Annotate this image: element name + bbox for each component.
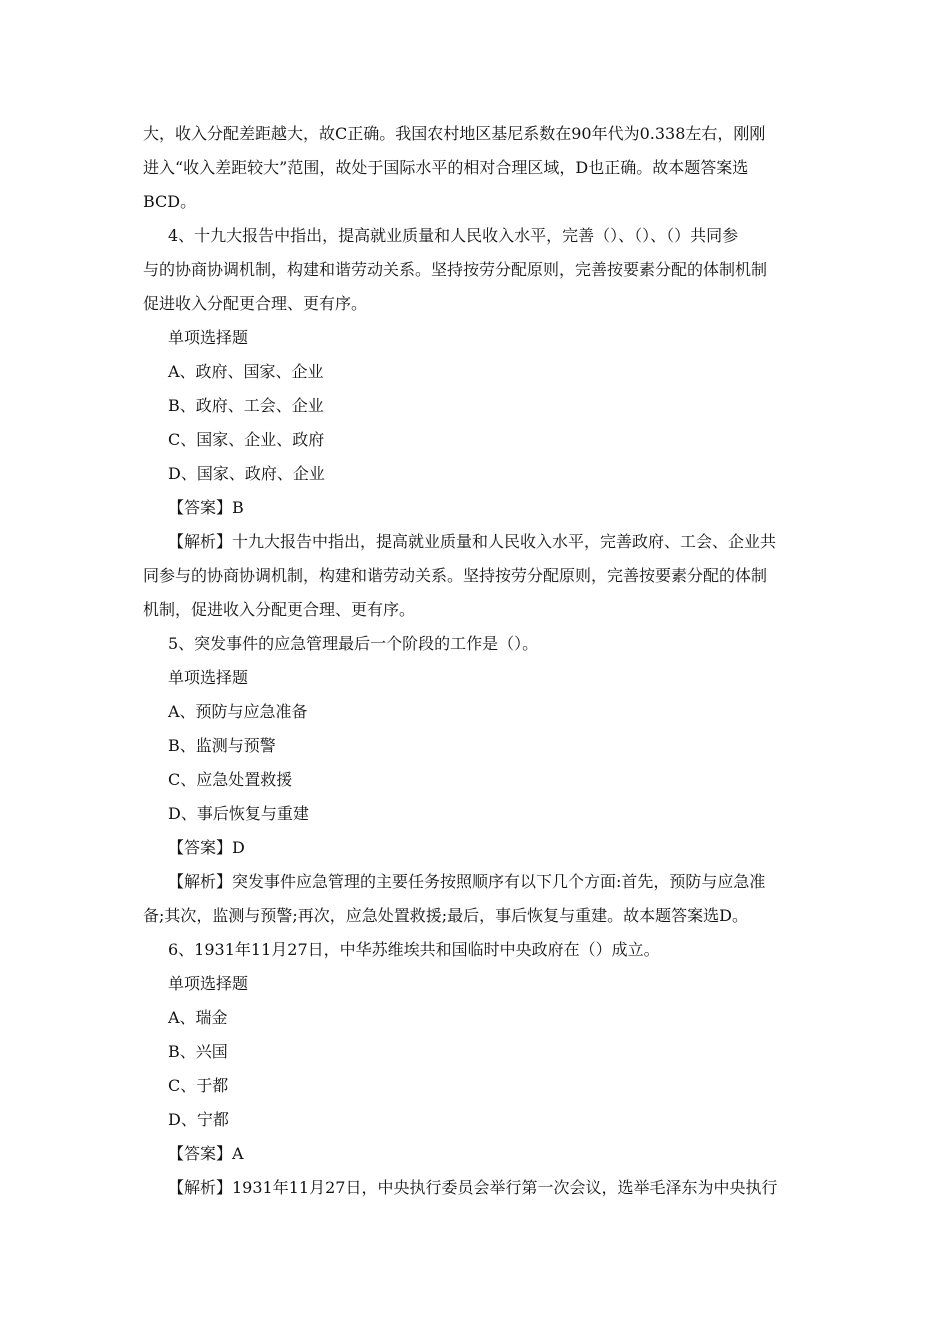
text-line: B、兴国 (168, 1042, 228, 1061)
text-line: 大，收入分配差距越大，故C正确。我国农村地区基尼系数在90年代为0.338左右，刚刚 (143, 124, 766, 143)
text-line: C、国家、企业、政府 (168, 430, 325, 449)
text-line: 4、十九大报告中指出，提高就业质量和人民收入水平，完善（）、（）、（）共同参 (168, 226, 739, 245)
text-line: BCD。 (143, 192, 197, 211)
text-line: 【解析】1931年11月27日，中央执行委员会举行第一次会议，选举毛泽东为中央执行 (168, 1178, 778, 1197)
paragraph (143, 355, 808, 389)
paragraph (143, 1001, 808, 1035)
document-body (143, 117, 808, 1205)
text-line: A、预防与应急准备 (168, 702, 308, 721)
text-line: B、监测与预警 (168, 736, 276, 755)
paragraph (143, 1171, 808, 1205)
paragraph (143, 491, 808, 525)
text-line: D、事后恢复与重建 (168, 804, 309, 823)
text-line: 【答案】B (168, 498, 244, 517)
paragraph (143, 729, 808, 763)
text-line: 机制，促进收入分配更合理、更有序。 (143, 600, 416, 619)
paragraph (143, 321, 808, 355)
paragraph (143, 1137, 808, 1171)
paragraph (143, 661, 808, 695)
paragraph (143, 117, 808, 219)
text-line: 5、突发事件的应急管理最后一个阶段的工作是（）。 (168, 634, 539, 653)
paragraph (143, 219, 808, 321)
text-line: 单项选择题 (168, 974, 249, 993)
text-line: 【答案】A (168, 1144, 244, 1163)
paragraph (143, 933, 808, 967)
text-line: B、政府、工会、企业 (168, 396, 324, 415)
paragraph (143, 865, 808, 933)
text-line: C、于都 (168, 1076, 229, 1095)
paragraph (143, 389, 808, 423)
paragraph (143, 457, 808, 491)
text-line: D、宁都 (168, 1110, 229, 1129)
text-line: 与的协商协调机制，构建和谐劳动关系。坚持按劳分配原则，完善按要素分配的体制机制 (143, 260, 768, 279)
paragraph (143, 1035, 808, 1069)
paragraph (143, 423, 808, 457)
text-line: 同参与的协商协调机制，构建和谐劳动关系。坚持按劳分配原则，完善按要素分配的体制 (143, 566, 768, 585)
paragraph (143, 797, 808, 831)
paragraph (143, 525, 808, 627)
text-line: A、政府、国家、企业 (168, 362, 324, 381)
paragraph (143, 1069, 808, 1103)
text-line: 【解析】突发事件应急管理的主要任务按照顺序有以下几个方面:首先，预防与应急准 (168, 872, 766, 891)
text-line: 备;其次，监测与预警;再次，应急处置救援;最后，事后恢复与重建。故本题答案选D。 (143, 906, 749, 925)
text-line: 单项选择题 (168, 328, 249, 347)
text-line: D、国家、政府、企业 (168, 464, 325, 483)
text-line: 促进收入分配更合理、更有序。 (143, 294, 368, 313)
paragraph (143, 1103, 808, 1137)
paragraph (143, 967, 808, 1001)
paragraph (143, 627, 808, 661)
paragraph (143, 763, 808, 797)
text-line: 单项选择题 (168, 668, 249, 687)
paragraph (143, 695, 808, 729)
text-line: 【解析】十九大报告中指出，提高就业质量和人民收入水平，完善政府、工会、企业共 (168, 532, 777, 551)
text-line: 6、1931年11月27日，中华苏维埃共和国临时中央政府在（）成立。 (168, 940, 660, 959)
text-line: C、应急处置救援 (168, 770, 293, 789)
text-line: A、瑞金 (168, 1008, 228, 1027)
paragraph (143, 831, 808, 865)
text-line: 【答案】D (168, 838, 245, 857)
text-line: 进入“收入差距较大”范围，故处于国际水平的相对合理区域，D也正确。故本题答案选 (143, 158, 749, 177)
